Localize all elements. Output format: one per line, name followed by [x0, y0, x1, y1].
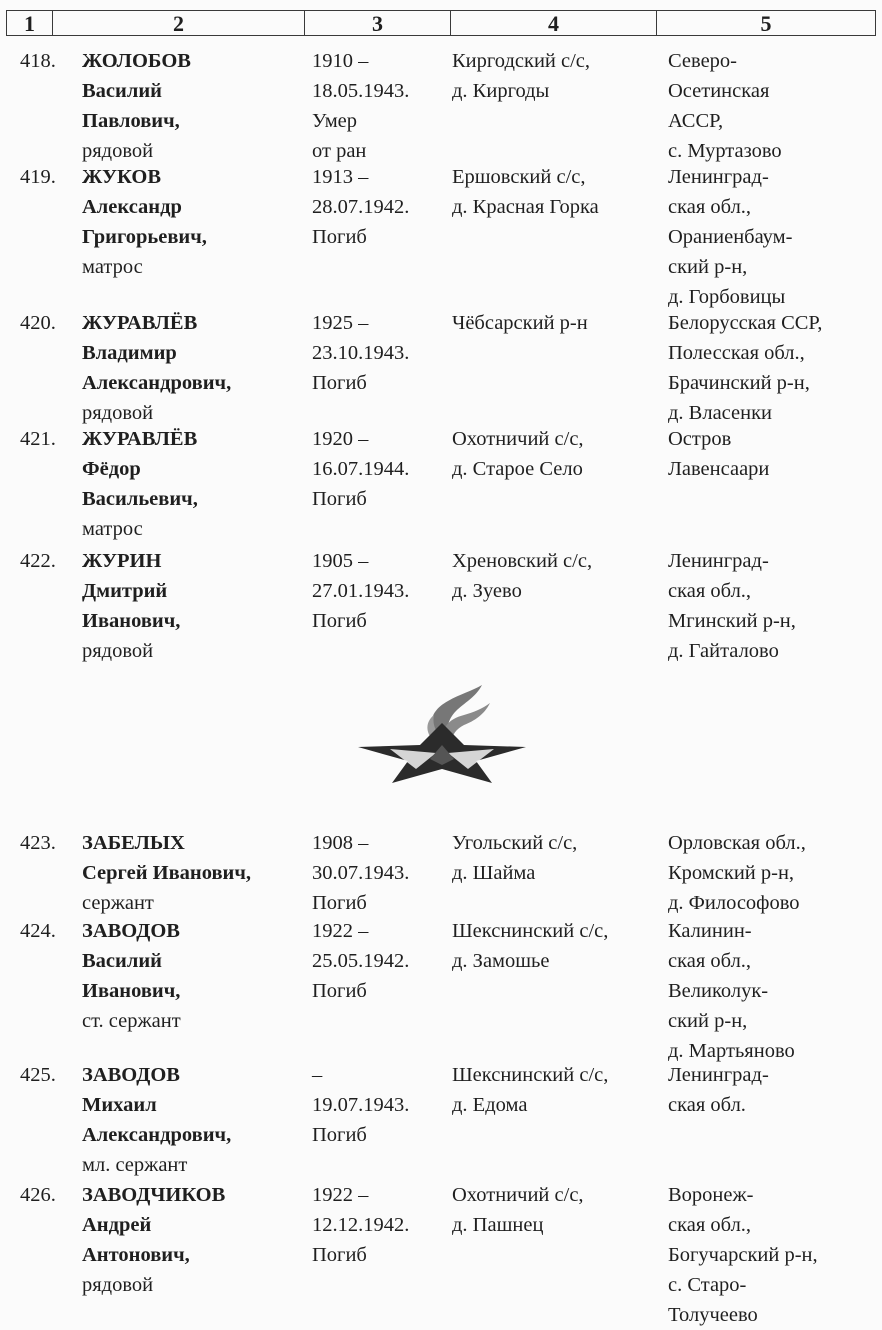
entry-name [82, 1060, 297, 1180]
entry-date-line: 30.07.1943. [312, 862, 410, 884]
entry-burial-line: Орловская обл., [668, 832, 806, 854]
entry-burial-place [668, 308, 878, 428]
entry-burial-line: Богучарский р-н, [668, 1244, 818, 1266]
entry-burial-line: д. Философово [668, 892, 800, 914]
entry-burial-place [668, 46, 878, 166]
entry-name [82, 424, 297, 544]
entry-given-name: Василий [82, 950, 162, 972]
entry-given-name: Павлович, [82, 110, 180, 132]
entry-rank: ст. сержант [82, 1010, 181, 1032]
entry-burial-line: Воронеж- [668, 1184, 754, 1206]
column-header-4: 4 [450, 10, 656, 36]
entry-given-name: Иванович, [82, 610, 181, 632]
entry-date-line: 27.01.1943. [312, 580, 410, 602]
entry-name [82, 546, 297, 666]
entry-dates [312, 424, 452, 514]
entry-place-line: Ершовский с/с, [452, 166, 586, 188]
entry-burial-line: ская обл. [668, 1094, 746, 1116]
entry-place-of-call [452, 546, 657, 606]
entry-place-line: д. Старое Село [452, 458, 583, 480]
entry-rank: рядовой [82, 1274, 154, 1296]
entry-number-text: 423. [20, 832, 56, 854]
entry-place-of-call [452, 308, 657, 338]
column-header-3: 3 [304, 10, 450, 36]
entry-dates [312, 546, 452, 636]
entry-burial-place [668, 828, 878, 918]
entry-date-line: 18.05.1943. [312, 80, 410, 102]
entry-date-line: 12.12.1942. [312, 1214, 410, 1236]
entry-place-line: д. Зуево [452, 580, 522, 602]
entry-surname: ЖУРАВЛЁВ [82, 312, 198, 334]
entry-burial-line: ская обл., [668, 1214, 752, 1236]
entry-name [82, 1180, 297, 1300]
entry-date-line: 1922 – [312, 920, 369, 942]
entry-given-name: Васильевич, [82, 488, 198, 510]
entry-place-line: Хреновский с/с, [452, 550, 593, 572]
entry-date-line: 1922 – [312, 1184, 369, 1206]
entry-burial-line: ская обл., [668, 196, 752, 218]
entry-burial-line: д. Гайталово [668, 640, 779, 662]
entry-burial-line: Мгинский р-н, [668, 610, 796, 632]
entry-date-line: 1920 – [312, 428, 369, 450]
entry-burial-line: Великолук- [668, 980, 769, 1002]
entry-burial-line: ская обл., [668, 580, 752, 602]
entry-number [20, 162, 78, 192]
eternal-flame-star-icon [356, 683, 528, 785]
entry-number [20, 308, 78, 338]
entry-name [82, 162, 297, 282]
entry-burial-line: Толучеево [668, 1304, 758, 1326]
entry-date-line: Погиб [312, 488, 367, 510]
entry-burial-line: д. Горбовицы [668, 286, 786, 308]
entry-rank: матрос [82, 518, 143, 540]
entry-place-line: Шекснинский с/с, [452, 920, 609, 942]
entry-number [20, 916, 78, 946]
entry-place-of-call [452, 828, 657, 888]
entry-burial-line: Ленинград- [668, 550, 769, 572]
entry-date-line: 1925 – [312, 312, 369, 334]
entry-place-line: д. Шайма [452, 862, 536, 884]
entry-rank: мл. сержант [82, 1154, 188, 1176]
entry-given-name: Андрей [82, 1214, 152, 1236]
entry-place-of-call [452, 1060, 657, 1120]
entry-number-text: 420. [20, 312, 56, 334]
entry-given-name: Александрович, [82, 1124, 232, 1146]
entry-surname: ЖУРАВЛЁВ [82, 428, 198, 450]
entry-place-of-call [452, 1180, 657, 1240]
entry-name [82, 46, 297, 166]
entry-burial-line: Брачинский р-н, [668, 372, 810, 394]
entry-dates [312, 1060, 452, 1150]
entry-burial-line: Остров [668, 428, 732, 450]
entry-rank: сержант [82, 892, 154, 914]
entry-burial-line: Осетинская [668, 80, 770, 102]
entry-burial-line: Северо- [668, 50, 738, 72]
entry-dates [312, 1180, 452, 1270]
entry-burial-line: д. Мартьяново [668, 1040, 795, 1062]
entry-burial-line: ская обл., [668, 950, 752, 972]
entry-burial-line: Полесская обл., [668, 342, 805, 364]
entry-date-line: Погиб [312, 372, 367, 394]
entry-place-of-call [452, 46, 657, 106]
entry-date-line: 16.07.1944. [312, 458, 410, 480]
entry-date-line: Погиб [312, 226, 367, 248]
entry-number-text: 426. [20, 1184, 56, 1206]
entry-place-line: д. Красная Горка [452, 196, 599, 218]
entry-number [20, 424, 78, 454]
column-header-1: 1 [6, 10, 52, 36]
entry-burial-line: ский р-н, [668, 256, 748, 278]
entry-date-line: Погиб [312, 1244, 367, 1266]
entry-number-text: 421. [20, 428, 56, 450]
entry-place-line: Угольский с/с, [452, 832, 578, 854]
entry-given-name: Сергей Иванович, [82, 862, 252, 884]
entry-dates [312, 162, 452, 252]
entry-burial-line: Кромский р-н, [668, 862, 795, 884]
entry-date-line: 1910 – [312, 50, 369, 72]
entry-surname: ЖУКОВ [82, 166, 161, 188]
entry-given-name: Александрович, [82, 372, 232, 394]
entry-surname: ЗАВОДОВ [82, 1064, 180, 1086]
entry-date-line: 19.07.1943. [312, 1094, 410, 1116]
entry-date-line: 1905 – [312, 550, 369, 572]
entry-date-line: 28.07.1942. [312, 196, 410, 218]
entry-date-line: от ран [312, 140, 367, 162]
entry-number-text: 425. [20, 1064, 56, 1086]
entry-date-line: Умер [312, 110, 358, 132]
entry-number [20, 546, 78, 576]
entry-given-name: Антонович, [82, 1244, 190, 1266]
entry-burial-place [668, 424, 878, 484]
entry-place-of-call [452, 162, 657, 222]
entry-burial-place [668, 162, 878, 312]
entry-burial-place [668, 916, 878, 1066]
entry-burial-line: с. Муртазово [668, 140, 782, 162]
entry-burial-place [668, 1060, 878, 1120]
entry-place-line: д. Пашнец [452, 1214, 544, 1236]
entry-burial-line: Лавенсаари [668, 458, 770, 480]
entry-name [82, 916, 297, 1036]
entry-number [20, 1060, 78, 1090]
entry-burial-line: АССР, [668, 110, 724, 132]
entry-burial-line: Калинин- [668, 920, 752, 942]
entry-place-of-call [452, 916, 657, 976]
entry-date-line: Погиб [312, 610, 367, 632]
entry-given-name: Василий [82, 80, 162, 102]
entry-burial-line: Ленинград- [668, 166, 769, 188]
entry-place-of-call [452, 424, 657, 484]
entry-given-name: Иванович, [82, 980, 181, 1002]
entry-burial-line: Белорусская ССР, [668, 312, 823, 334]
entry-number [20, 828, 78, 858]
entry-place-line: д. Едома [452, 1094, 528, 1116]
entry-dates [312, 46, 452, 166]
entry-given-name: Александр [82, 196, 182, 218]
entry-surname: ЖУРИН [82, 550, 162, 572]
entry-surname: ЗАБЕЛЫХ [82, 832, 185, 854]
entry-number [20, 1180, 78, 1210]
entry-place-line: Чёбсарский р-н [452, 312, 588, 334]
entry-date-line: 1913 – [312, 166, 369, 188]
entry-place-line: Охотничий с/с, [452, 1184, 584, 1206]
entry-number-text: 418. [20, 50, 56, 72]
entry-dates [312, 916, 452, 1006]
entry-rank: рядовой [82, 640, 154, 662]
entry-burial-place [668, 546, 878, 666]
entry-date-line: 25.05.1942. [312, 950, 410, 972]
entry-place-line: д. Киргоды [452, 80, 550, 102]
entry-surname: ЗАВОДЧИКОВ [82, 1184, 226, 1206]
entry-place-line: Охотничий с/с, [452, 428, 584, 450]
entry-number-text: 422. [20, 550, 56, 572]
entry-burial-line: Ораниенбаум- [668, 226, 793, 248]
entry-burial-line: с. Старо- [668, 1274, 747, 1296]
entry-burial-line: ский р-н, [668, 1010, 748, 1032]
entry-dates [312, 828, 452, 918]
entry-number [20, 46, 78, 76]
entry-given-name: Фёдор [82, 458, 141, 480]
entry-date-line: 1908 – [312, 832, 369, 854]
entry-surname: ЗАВОДОВ [82, 920, 180, 942]
entry-rank: рядовой [82, 402, 154, 424]
entry-rank: матрос [82, 256, 143, 278]
entry-date-line: Погиб [312, 980, 367, 1002]
entry-given-name: Дмитрий [82, 580, 168, 602]
entry-place-line: Киргодский с/с, [452, 50, 591, 72]
entry-given-name: Михаил [82, 1094, 157, 1116]
entry-rank: рядовой [82, 140, 154, 162]
entry-given-name: Григорьевич, [82, 226, 207, 248]
entry-surname: ЖОЛОБОВ [82, 50, 191, 72]
column-header-5: 5 [656, 10, 876, 36]
entry-date-line: 23.10.1943. [312, 342, 410, 364]
column-header-row [6, 10, 876, 38]
entry-date-line: Погиб [312, 892, 367, 914]
entry-burial-line: д. Власенки [668, 402, 773, 424]
entry-place-line: д. Замошье [452, 950, 550, 972]
entry-date-line: Погиб [312, 1124, 367, 1146]
entry-burial-line: Ленинград- [668, 1064, 769, 1086]
entry-date-line: – [312, 1064, 323, 1086]
entry-given-name: Владимир [82, 342, 177, 364]
entry-place-line: Шекснинский с/с, [452, 1064, 609, 1086]
entry-name [82, 308, 297, 428]
entry-dates [312, 308, 452, 398]
entry-number-text: 419. [20, 166, 56, 188]
entry-number-text: 424. [20, 920, 56, 942]
entry-name [82, 828, 297, 918]
column-header-2: 2 [52, 10, 304, 36]
